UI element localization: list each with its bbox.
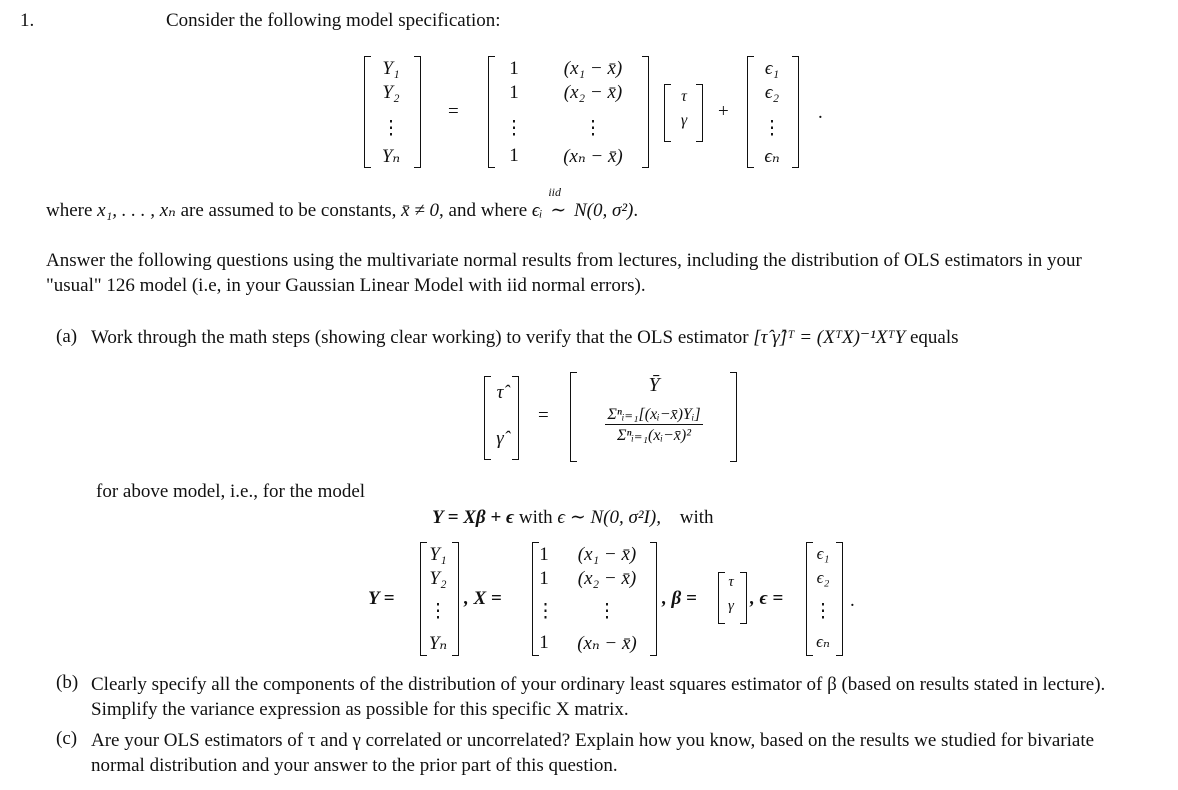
part-b-text: Clearly specify all the components of the distribution of your ordinary least squares estimator of β (based on results stated in lecture). Simplify the variance expression as possible for this specific X matrix. (91, 674, 1106, 720)
part-b-label: (b) (56, 672, 79, 693)
Y-def-entry-n: Yₙ (428, 633, 448, 654)
eps-def-entry-n: ϵₙ (816, 632, 830, 651)
model-with-text-2: with (679, 507, 714, 528)
X-def-col2-1: (x₁ − x̄) (577, 544, 637, 565)
x-col1-entry-n: 1 (509, 145, 519, 166)
eps-entry-n: ϵₙ (764, 146, 780, 167)
intro-text: Consider the following model specification: (166, 10, 501, 31)
X-def-col2-dots: ⋮ (597, 601, 617, 622)
part-a-line (91, 326, 959, 349)
X-def-col1-dots: ⋮ (536, 601, 555, 622)
equals-sign: = (448, 101, 459, 122)
part-c-text: Are your OLS estimators of τ and γ correlated or uncorrelated? Explain how you know, based on the results we studied for bivariate normal distribution and your answer to the prior part of this question. (91, 730, 1095, 776)
for-model-text: for above model, i.e., for the model (96, 481, 366, 502)
x-col2-entry-n: (xₙ − x̄) (563, 146, 623, 167)
part-a-estimator: [τ̂ γ̂]ᵀ = (XᵀX)⁻¹XᵀY (753, 327, 906, 348)
model-distribution: ϵ ∼ N(0, σ²I), (557, 507, 661, 528)
eps-entry-2: ϵ₂ (764, 82, 780, 103)
y-entry-1: Y₁ (382, 58, 400, 79)
definitions-period: . (850, 590, 855, 611)
answer-intro: Answer the following questions using the multivariate normal results from lectures, including the distribution of OLS estimators in your "usual" 126 model (i.e, in your Gaussian Linear Model with iid normal errors). (46, 250, 1082, 296)
where-text-4: . (633, 200, 639, 221)
x-bracket-left (488, 56, 495, 168)
eps-def-entry-2: ϵ₂ (816, 568, 830, 587)
x-col1-dots: ⋮ (504, 118, 524, 139)
eps-def-bracket-right (836, 542, 843, 656)
est-fraction (580, 404, 728, 445)
y-bracket-left (364, 56, 371, 168)
y-entry-n: Yₙ (381, 146, 401, 167)
X-def-col1-1: 1 (539, 544, 549, 565)
model-equation: Y = Xβ + ϵ (432, 507, 515, 528)
Y-def-label: Y = (368, 588, 395, 609)
plus-sign: + (718, 101, 729, 122)
est-gamma-hat: γ̂ (496, 428, 504, 449)
problem-number: 1. (20, 10, 35, 31)
Y-def-entry-1: Y₁ (429, 544, 447, 565)
est-rhs-bracket-right (730, 372, 737, 462)
est-equals: = (538, 405, 549, 426)
iid-label: iid (548, 185, 561, 199)
where-math-xbar: x̄ ≠ 0 (401, 200, 440, 221)
part-a-tail: equals (909, 327, 959, 348)
model-line (432, 506, 714, 529)
eps-def-entry-1: ϵ₁ (816, 544, 830, 563)
est-ybar: Ȳ (648, 374, 660, 396)
x-bracket-right (642, 56, 649, 168)
eps-def-label: , ϵ = (750, 588, 784, 609)
Y-def-entry-2: Y₂ (429, 568, 447, 589)
x-col2-entry-1: (x₁ − x̄) (563, 58, 623, 79)
model-with-text: with (514, 507, 558, 528)
X-def-col2-n: (xₙ − x̄) (577, 633, 637, 654)
x-col1-entry-1: 1 (509, 58, 519, 79)
eps-bracket-right (792, 56, 799, 168)
X-def-bracket-right (650, 542, 657, 656)
est-tau-hat: τ̂ (496, 382, 504, 403)
beta-tau: τ (681, 88, 687, 105)
where-text-2: are assumed to be constants, (175, 200, 402, 221)
est-rhs-bracket-left (570, 372, 577, 462)
eps-bracket-left (747, 56, 754, 168)
where-text-1: where (46, 200, 98, 221)
X-def-col1-n: 1 (539, 632, 549, 653)
part-c-label: (c) (56, 728, 78, 749)
Y-def-dots: ⋮ (428, 601, 448, 622)
where-math-eps: ϵᵢ (531, 200, 543, 221)
beta-bracket-left (664, 84, 671, 142)
beta-def-gamma: γ (728, 598, 734, 614)
y-bracket-right (414, 56, 421, 168)
eps-entry-1: ϵ₁ (764, 58, 780, 79)
y-entry-dots: ⋮ (381, 118, 401, 139)
x-col2-dots: ⋮ (583, 118, 603, 139)
Y-def-bracket-right (452, 542, 459, 656)
where-math-x: x₁, . . . , xₙ (97, 200, 176, 221)
beta-def-label: , β = (662, 588, 697, 609)
beta-def-bracket-right (740, 572, 747, 624)
equation-period: . (818, 102, 823, 123)
est-lhs-bracket-right (512, 376, 519, 460)
eps-def-dots: ⋮ (813, 601, 833, 622)
x-col1-entry-2: 1 (509, 82, 519, 103)
y-entry-2: Y₂ (382, 82, 400, 103)
tilde-symbol: ∼ (550, 200, 567, 221)
beta-def-tau: τ (728, 574, 734, 590)
X-def-col2-2: (x₂ − x̄) (577, 568, 637, 589)
est-denominator: Σⁿᵢ₌₁(xᵢ−x̄)² (616, 427, 692, 444)
beta-bracket-right (696, 84, 703, 142)
x-col2-entry-2: (x₂ − x̄) (563, 82, 623, 103)
where-math-normal: N(0, σ²) (573, 200, 634, 221)
where-text-3: , and where (439, 200, 532, 221)
beta-gamma: γ (680, 112, 688, 129)
X-def-col1-2: 1 (539, 568, 549, 589)
where-line (46, 185, 639, 222)
part-a-text: Work through the math steps (showing clear working) to verify that the OLS estimator (91, 327, 749, 348)
X-def-label: , X = (464, 588, 502, 609)
est-numerator: Σⁿᵢ₌₁[(xᵢ−x̄)Yᵢ] (607, 406, 701, 423)
part-a-label: (a) (56, 326, 78, 347)
eps-entry-dots: ⋮ (762, 118, 782, 139)
